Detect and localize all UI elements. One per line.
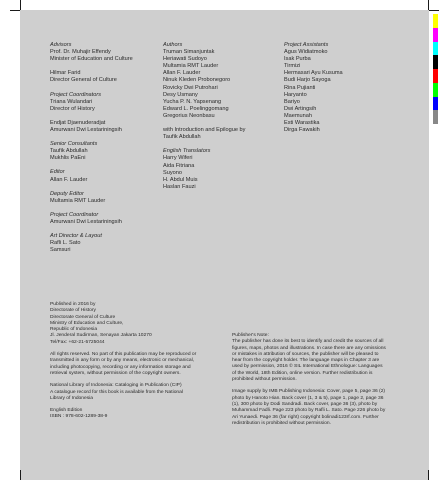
credit-line: Haryanto xyxy=(284,91,307,98)
note-paragraph-line: used by permission, 2016 © SIL International Ethnologue: Languages xyxy=(232,364,383,370)
note-paragraph xyxy=(232,389,396,427)
color-swatch xyxy=(433,42,438,56)
publication-paragraph xyxy=(50,408,220,421)
credit-line: Harry Wiferi xyxy=(163,155,193,162)
publication-paragraph-line: Directorate of History xyxy=(50,308,96,314)
credit-line: Edward L. Poelinggomang xyxy=(163,105,229,112)
credit-line: Suyono xyxy=(163,169,182,176)
credit-line: Rina Pujianti xyxy=(284,84,316,91)
note-paragraph-line: or mistakes in attribution of sources, the publisher will be pleased to xyxy=(232,351,379,357)
credit-line: Mukhlis PaEni xyxy=(50,155,86,162)
credit-heading: Senior Consultants xyxy=(50,141,98,148)
credit-line: Director of History xyxy=(50,105,95,112)
publication-paragraph-line: Library of Indonesia xyxy=(50,395,93,401)
credit-line: Triana Wulandari xyxy=(50,98,93,105)
color-swatch xyxy=(433,110,438,124)
credit-line: Hermasari Ayu Kusuma xyxy=(284,70,343,77)
color-swatch xyxy=(433,55,438,69)
crop-mark xyxy=(429,10,439,11)
publication-paragraph-line: retrieval system, without permission of the copyright owners. xyxy=(50,370,181,376)
credit-line: Truman Simanjuntak xyxy=(163,49,215,56)
credit-heading: English Translators xyxy=(163,148,211,155)
note-paragraph-line: of the World, 18th Edition, online version. Further redistribution is xyxy=(232,370,373,376)
credit-line: Taufik Abdullah xyxy=(50,148,88,155)
publication-paragraph-line: Published in 2016 by xyxy=(50,302,96,307)
credit-line: Samsuri xyxy=(50,247,71,254)
credit-line: Desy Usmany xyxy=(163,91,198,98)
crop-mark xyxy=(428,470,429,480)
credit-line xyxy=(50,63,133,70)
note-paragraph-line: redistribution is prohibited without permission. xyxy=(232,420,331,426)
credit-line: Dwi Artingsih xyxy=(284,105,317,112)
note-paragraph-line: The publisher has done its best to identify and credit the sources of all xyxy=(232,339,384,345)
credit-heading: Project Assistants xyxy=(284,42,329,48)
crop-mark xyxy=(10,10,20,11)
note-paragraph-line: figures, maps, photos and illustrations. In case there are any omissions xyxy=(232,345,386,351)
credit-line: H. Abdul Muis xyxy=(163,176,198,183)
credit-line: Bariyo xyxy=(284,98,300,105)
block-spacer xyxy=(50,162,133,169)
publication-paragraph xyxy=(50,383,220,402)
publication-paragraph-line: Republic of Indonesia xyxy=(50,327,98,333)
credit-line: Multamia RMT Lauder xyxy=(50,197,106,204)
publication-paragraph-line: including photocopying, recording or any information storage and xyxy=(50,364,191,370)
note-paragraph xyxy=(232,333,396,383)
block-spacer xyxy=(50,85,133,92)
credit-line: Agus Widiatmoko xyxy=(284,49,328,56)
credit-line: Maemunah xyxy=(284,112,312,119)
note-paragraph-line: (1), 300 photo by Dodi Sandradi. Back cover, page 36 (3), photo by xyxy=(232,401,378,407)
publication-paragraph xyxy=(50,352,220,377)
color-swatch xyxy=(433,14,438,28)
credit-line: Allan F. Lauder xyxy=(50,176,88,183)
publication-paragraph-line: Directorate General of Culture xyxy=(50,314,116,320)
publication-paragraph-line: transmitted in any form or by any means, electronic or mechanical, xyxy=(50,358,195,364)
crop-mark xyxy=(20,470,21,480)
block-spacer xyxy=(50,226,133,233)
publication-info xyxy=(50,302,220,427)
publisher-note xyxy=(232,333,396,433)
publication-paragraph-line: National Library of Indonesia: Cataloging in Publication (CIP) xyxy=(50,383,182,389)
credit-heading: Authors xyxy=(163,42,183,48)
note-paragraph-line: Ari Yunaedi. Page 36 (far right) copyright bolinadi123rf.com. Further xyxy=(232,414,379,420)
note-paragraph-line: Muhammad Fadli. Page 223 photo by Rafli L. Sato. Page 226 photo by xyxy=(232,408,386,414)
note-paragraph-line: Publisher's Note: xyxy=(232,333,269,338)
credit-line: Rovicky Dwi Putrohari xyxy=(163,84,218,91)
block-spacer xyxy=(50,134,133,141)
publication-paragraph-line: Ministry of Education and Culture, xyxy=(50,320,124,326)
credit-line: Endjat Djaenuderadjat xyxy=(50,119,106,126)
credit-line: Gregorius Neonbasu xyxy=(163,112,215,119)
credit-line: Rafli L. Sato xyxy=(50,240,81,247)
publication-paragraph xyxy=(50,302,220,346)
note-paragraph-line: prohibited without permission. xyxy=(232,377,297,383)
credit-line xyxy=(163,120,245,127)
publication-paragraph-line: ISBN : 978-602-1289-38-9 xyxy=(50,414,108,420)
credit-line: Dirga Fawakih xyxy=(284,127,320,134)
credit-heading: Art Director & Layout xyxy=(50,232,102,239)
credit-line: with Introduction and Epilogue by xyxy=(163,127,246,134)
credit-line: Budi Harjo Sayoga xyxy=(284,77,331,84)
publication-paragraph-line: English Edition xyxy=(50,408,83,414)
note-paragraph-line: photo by Hanoto Hian. Back cover (1, 3 & 5), page 1, page 2, page 36 xyxy=(232,395,384,401)
block-spacer xyxy=(163,141,245,148)
credit-heading: Advisors xyxy=(50,42,72,48)
publication-paragraph-line: Jl. Jenderal Sudirman, Senayan Jakarta 10270 xyxy=(50,333,152,339)
block-spacer xyxy=(50,184,133,191)
credit-line: Amurwani Dwi Lestariningsih xyxy=(50,127,122,134)
block-spacer xyxy=(50,205,133,212)
credits-column-right xyxy=(284,42,343,134)
credit-line: Esti Warastika xyxy=(284,120,320,127)
crop-mark xyxy=(428,0,429,10)
credit-heading: Deputy Editor xyxy=(50,190,84,197)
credit-line: Director General of Culture xyxy=(50,77,117,84)
note-paragraph-line: hear from the copyright holder. The language maps in Chapter 3 are xyxy=(232,358,380,364)
publication-paragraph-line: Tel/Fax: +62-21-5725044 xyxy=(50,339,105,345)
color-swatch xyxy=(433,28,438,42)
credit-heading: Editor xyxy=(50,169,65,176)
credit-line: Heriawati Sudoyo xyxy=(163,56,207,63)
credits-column-left xyxy=(50,42,133,254)
credit-line: Aida Fitriana xyxy=(163,162,195,169)
credit-line: Allan F. Lauder xyxy=(163,70,201,77)
credit-line: Amurwani Dwi Lestariningsih xyxy=(50,218,122,225)
credit-line: Taufik Abdullah xyxy=(163,134,201,141)
credit-line: Minister of Education and Culture xyxy=(50,56,133,63)
credit-line: Tirmizi xyxy=(284,63,301,70)
credits-column-middle xyxy=(163,42,245,191)
color-swatch xyxy=(433,83,438,97)
credit-line xyxy=(50,113,133,120)
credit-heading: Project Coordinators xyxy=(50,91,101,98)
credit-line: Prof. Dr. Muhajir Effendy xyxy=(50,49,111,56)
credit-line: Haslan Fauzi xyxy=(163,183,196,190)
publication-paragraph-line: A catalogue record for this book is available from the National xyxy=(50,389,183,395)
color-swatch xyxy=(433,97,438,111)
credit-line: Yucha P. N. Yapsenang xyxy=(163,98,222,105)
credit-line: Hilmar Farid xyxy=(50,70,81,77)
credit-line: Ninuk Kleden Probonegoro xyxy=(163,77,231,84)
credit-line: Multamia RMT Lauder xyxy=(163,63,219,70)
color-swatch xyxy=(433,69,438,83)
color-calibration-bar xyxy=(433,14,438,124)
credit-line: Isak Purba xyxy=(284,56,311,63)
credit-heading: Project Coordinator xyxy=(50,211,99,218)
crop-mark xyxy=(20,0,21,10)
note-paragraph-line: Image supply by IMB Publishing Indonesia: Cover, page 5, page 36 (2) xyxy=(232,389,386,395)
publication-paragraph-line: All rights reserved. No part of this publication may be reproduced or xyxy=(50,352,197,358)
